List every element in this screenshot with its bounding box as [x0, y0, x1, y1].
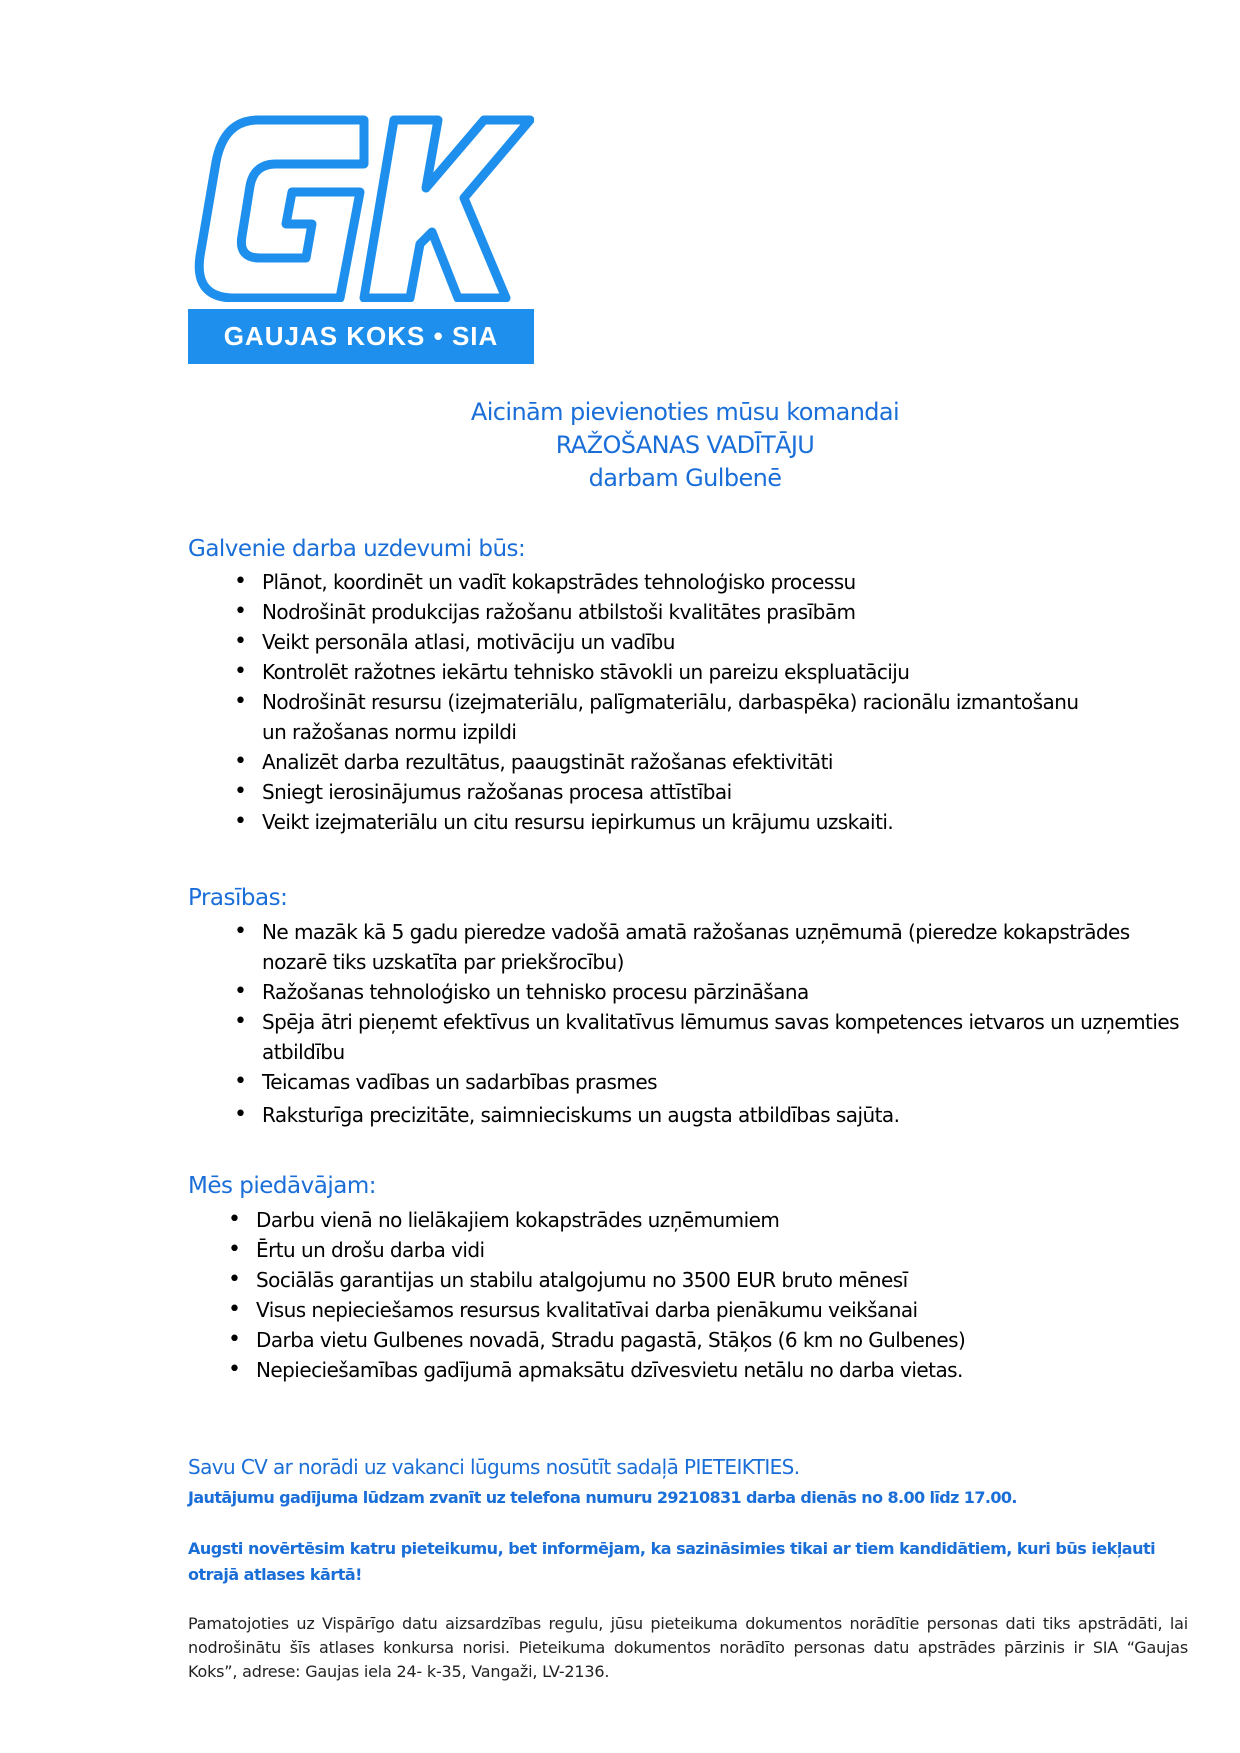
intro-line-invite: Aicinām pievienoties mūsu komandai [470, 398, 900, 426]
list-item: • Spēja ātri pieņemt efektīvus un kvalitatīvus lēmumus savas kompetences ietvaros un uzņemties atbildību [188, 1007, 1188, 1067]
requirements-heading: Prasības: [188, 885, 288, 911]
company-name-band: GAUJAS KOKS • SIA [188, 309, 534, 364]
tasks-list [188, 567, 1188, 837]
list-item: • Nodrošināt produkcijas ražošanu atbilstoši kvalitātes prasībām [188, 597, 1188, 627]
list-item: • Ne mazāk kā 5 gadu pieredze vadošā amatā ražošanas uzņēmumā (pieredze kokapstrādes nozarē tiks uzskatīta par priekšrocību) [188, 917, 1188, 977]
list-item: • Analizēt darba rezultātus, paaugstināt ražošanas efektivitāti [188, 747, 1188, 777]
list-item: • Sniegt ierosinājumus ražošanas procesa attīstībai [188, 777, 1188, 807]
intro-line-position: RAŽOŠANAS VADĪTĀJU [555, 431, 815, 459]
list-item: • Veikt personāla atlasi, motivāciju un vadību [188, 627, 1188, 657]
list-item: • Sociālās garantijas un stabilu atalgojumu no 3500 EUR bruto mēnesī [188, 1265, 1188, 1295]
list-item: • Ērtu un drošu darba vidi [188, 1235, 1188, 1265]
list-item: • Darbu vienā no lielākajiem kokapstrādes uzņēmumiem [188, 1205, 1188, 1235]
list-item: • Teicamas vadības un sadarbības prasmes [188, 1067, 1188, 1097]
list-item: • Ražošanas tehnoloģisko un tehnisko procesu pārzināšana [188, 977, 1188, 1007]
list-item: • Nepieciešamības gadījumā apmaksātu dzīvesvietu netālu no darba vietas. [188, 1355, 1188, 1385]
intro-heading [0, 396, 1240, 495]
requirements-list [188, 917, 1188, 1130]
gk-logo-mark [188, 112, 534, 302]
company-logo [188, 112, 534, 364]
list-item: • Veikt izejmateriālu un citu resursu iepirkumus un krājumu uzskaiti. [188, 807, 1188, 837]
list-item: • Kontrolēt ražotnes iekārtu tehnisko stāvokli un pareizu ekspluatāciju [188, 657, 1188, 687]
selection-note: Augsti novērtēsim katru pieteikumu, bet informējam, ka sazināsimies tikai ar tiem kandidātiem, kuri būs iekļauti otrajā atlases kārtā! [188, 1539, 1156, 1584]
cv-instruction: Savu CV ar norādi uz vakanci lūgums nosūtīt sadaļā PIETEIKTIES. [188, 1455, 800, 1479]
privacy-notice: Pamatojoties uz Vispārīgo datu aizsardzības regulu, jūsu pieteikuma dokumentos norādītie personas dati tiks apstrādāti, lai nodrošinātu šīs atlases konkursa norisi. Pieteikuma dokumentos norādīto personas datu apstrādes pārzinis ir SIA “Gaujas Koks”, adrese: Gaujas iela 24- k-35, Vangaži, LV-2136. [188, 1614, 1188, 1681]
list-item: • Raksturīga precizitāte, saimnieciskums un augsta atbildības sajūta. [188, 1100, 1188, 1130]
list-item: • Plānot, koordinēt un vadīt kokapstrādes tehnoloģisko processu [188, 567, 1188, 597]
list-item: • Nodrošināt resursu (izejmateriālu, palīgmateriālu, darbaspēka) racionālu izmantošanu un ražošanas normu izpildi [188, 687, 1102, 747]
phone-contact: Jautājumu gadījuma lūdzam zvanīt uz telefona numuru 29210831 darba dienās no 8.00 līdz 17.00. [188, 1488, 1017, 1507]
offers-list [188, 1205, 1188, 1385]
tasks-heading: Galvenie darba uzdevumi būs: [188, 536, 526, 562]
list-item: • Darba vietu Gulbenes novadā, Stradu pagastā, Stāķos (6 km no Gulbenes) [188, 1325, 1188, 1355]
intro-line-location: darbam Gulbenē [588, 464, 782, 492]
offers-heading: Mēs piedāvājam: [188, 1173, 376, 1199]
list-item: • Visus nepieciešamos resursus kvalitatīvai darba pienākumu veikšanai [188, 1295, 1188, 1325]
